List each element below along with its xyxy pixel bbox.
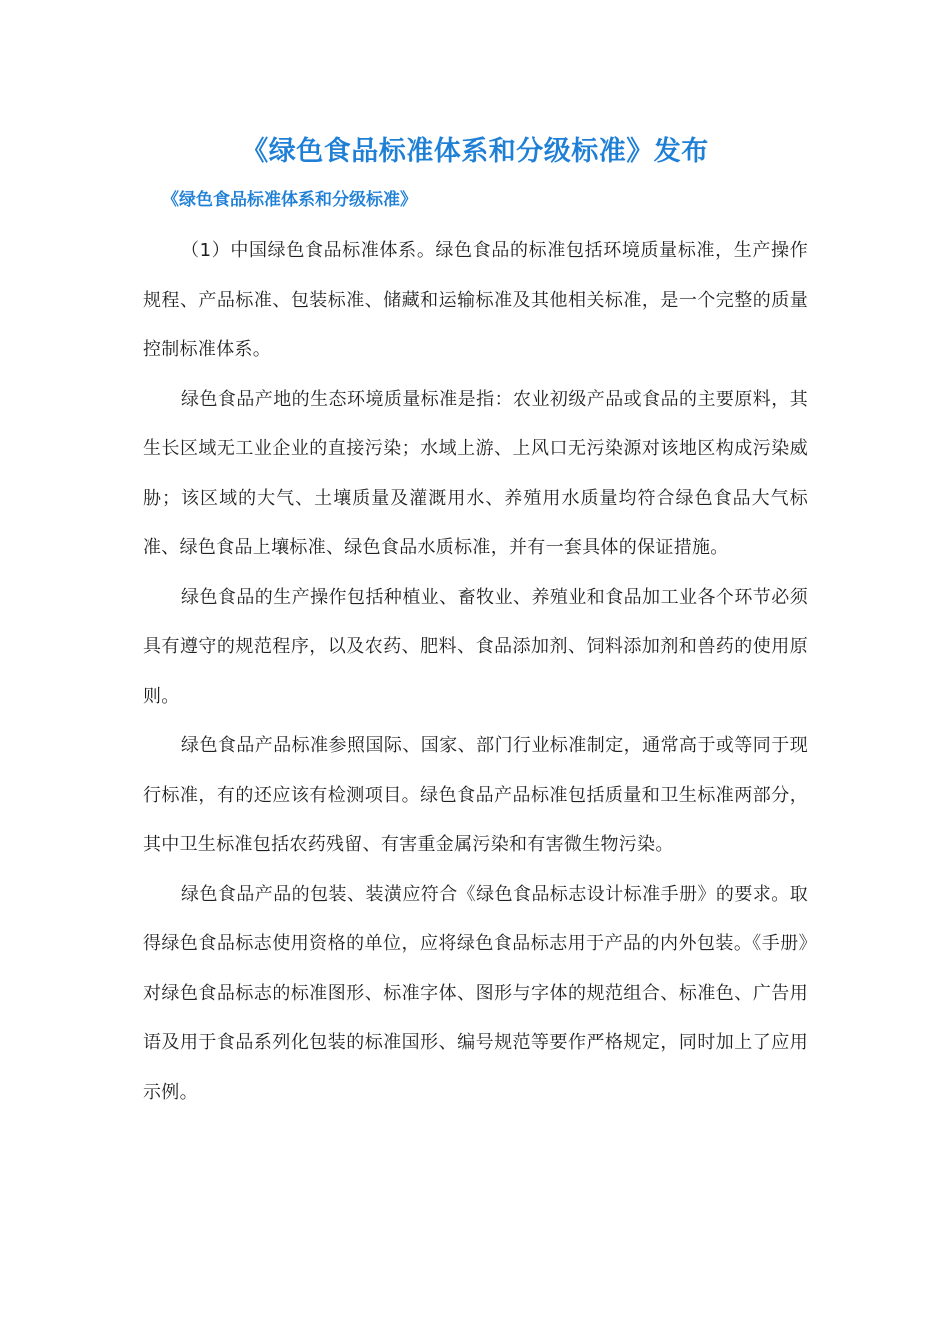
paragraph-production-operation: 绿色食品的生产操作包括种植业、畜牧业、养殖业和食品加工业各个环节必须具有遵守的规范程序，以及农药、肥料、食品添加剂、饲料添加剂和兽药的使用原则。 (143, 586, 808, 707)
document-body (143, 226, 808, 1117)
paragraph-environment-standard: 绿色食品产地的生态环境质量标准是指：农业初级产品或食品的主要原料，其生长区域无工业企业的直接污染；水域上游、上风口无污染源对该地区构成污染威胁；该区域的大气、土壤质量及灌溉用水、养殖用水质量均符合绿色食品大气标准、绿色食品上壤标准、绿色食品水质标准，并有一套具体的保证措施。 (143, 388, 808, 558)
page-title: 《绿色食品标准体系和分级标准》发布 (241, 136, 709, 167)
section-subtitle: 《绿色食品标准体系和分级标准》 (162, 190, 417, 210)
paragraph-packaging-standard: 绿色食品产品的包装、装潢应符合《绿色食品标志设计标准手册》的要求。取得绿色食品标志使用资格的单位，应将绿色食品标志用于产品的内外包装。《手册》对绿色食品标志的标准图形、标准字体、图形与字体的规范组合、标准色、广告用语及用于食品系列化包装的标准国形、编号规范等要作严格规定，同时加上了应用示例。 (143, 883, 808, 1103)
paragraph-product-standard: 绿色食品产品标准参照国际、国家、部门行业标准制定，通常高于或等同于现行标准，有的还应该有检测项目。绿色食品产品标准包括质量和卫生标准两部分，其中卫生标准包括农药残留、有害重金属污染和有害微生物污染。 (143, 735, 808, 855)
paragraph-standard-system: （1）中国绿色食品标准体系。绿色食品的标准包括环境质量标准，生产操作规程、产品标准、包装标准、储藏和运输标准及其他相关标准，是一个完整的质量控制标准体系。 (143, 240, 808, 360)
